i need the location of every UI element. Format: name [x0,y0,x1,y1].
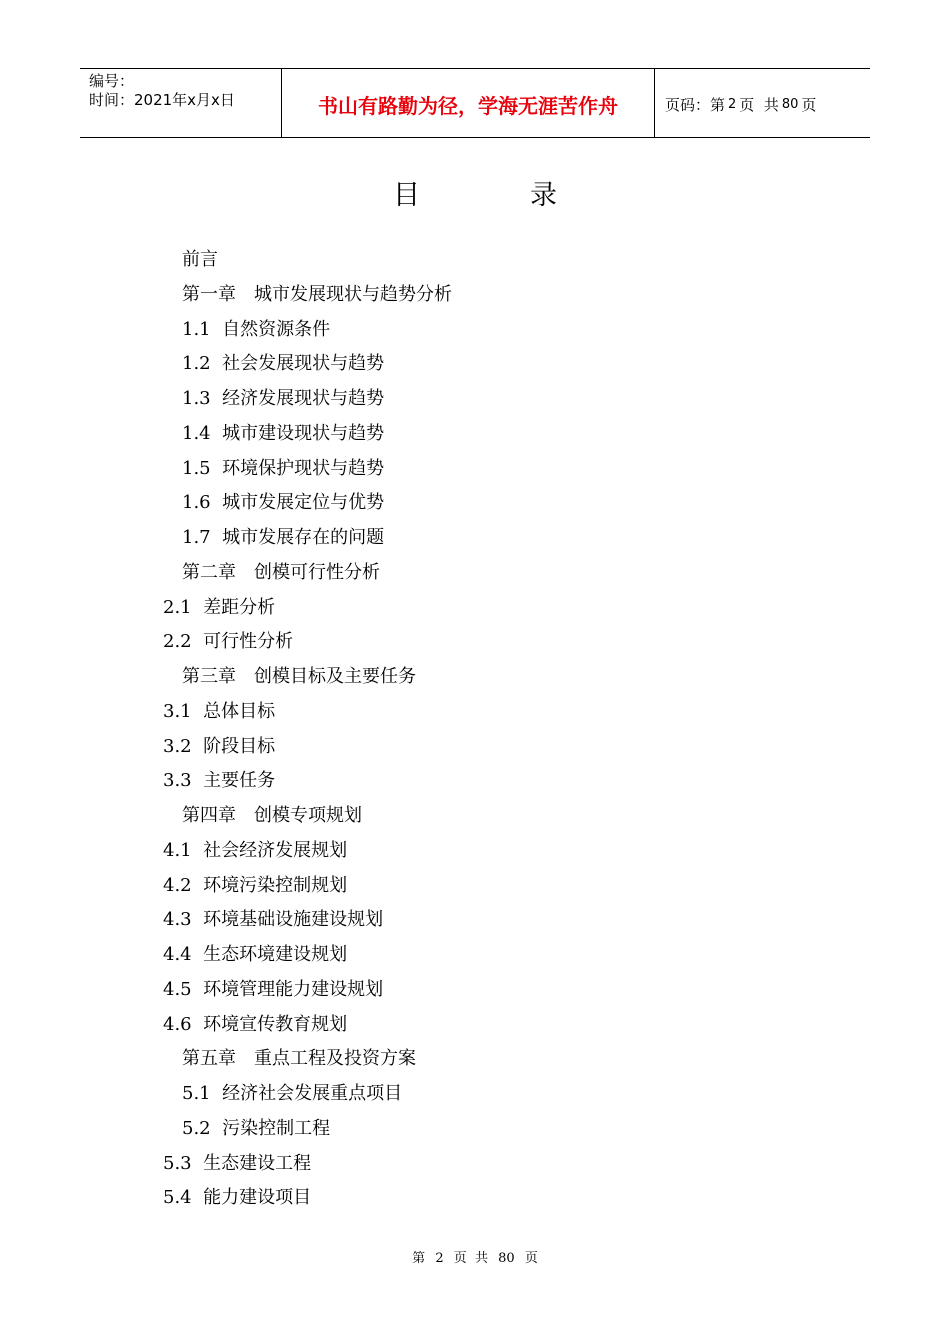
page-title [0,173,950,212]
title-char-1: 目 [393,180,420,211]
footer-pre: 第 [412,1251,426,1266]
toc-entry[interactable]: 2.2 可行性分析 [163,631,294,653]
toc-entry[interactable]: 第二章 创模可行性分析 [182,561,380,583]
header-time-label: 时间：2021年x月x日 [89,91,235,109]
toc-entry[interactable]: 1.4 城市建设现状与趋势 [182,422,385,444]
toc-entry[interactable]: 5.1 经济社会发展重点项目 [182,1083,403,1104]
footer-mid: 页 共 [453,1251,488,1266]
page-header [80,68,870,138]
toc-entry[interactable]: 1.1 自然资源条件 [182,318,331,340]
toc-entry[interactable]: 4.2 环境污染控制规划 [163,874,348,896]
toc-entry[interactable]: 1.5 环境保护现状与趋势 [182,457,385,479]
header-page-info [655,69,870,137]
toc-entry[interactable]: 4.3 环境基础设施建设规划 [163,909,384,931]
toc-entry[interactable]: 1.3 经济发展现状与趋势 [182,388,385,409]
toc-entry[interactable]: 4.4 生态环境建设规划 [163,944,348,965]
toc-entry[interactable]: 1.7 城市发展存在的问题 [182,527,385,548]
header-page-prefix: 页码：第 [665,95,726,114]
header-page-num: 2 [728,96,737,112]
footer-post: 页 [524,1251,538,1266]
footer-total: 80 [498,1251,515,1266]
toc-entry[interactable]: 4.5 环境管理能力建设规划 [163,978,384,1000]
toc-entry[interactable]: 3.1 总体目标 [163,700,276,722]
toc-entry[interactable]: 2.1 差距分析 [163,596,276,618]
toc-entry[interactable]: 第四章 创模专项规划 [182,805,362,826]
header-page-total: 80 [781,96,799,112]
toc-entry[interactable]: 4.1 社会经济发展规划 [163,839,348,861]
toc-entry[interactable]: 第五章 重点工程及投资方案 [182,1048,416,1070]
toc-entry[interactable]: 3.2 阶段目标 [163,735,276,757]
header-code-label: 编号： [89,72,135,90]
header-motto: 书山有路勤为径，学海无涯苦作舟 [282,69,655,137]
toc-entry[interactable]: 3.3 主要任务 [163,770,276,792]
toc-entry[interactable]: 前言 [182,249,218,270]
toc-entry[interactable]: 5.2 污染控制工程 [182,1117,331,1139]
toc-entry[interactable]: 1.6 城市发展定位与优势 [182,492,385,514]
toc-entry[interactable]: 1.2 社会发展现状与趋势 [182,353,385,375]
page-footer [0,1247,950,1266]
toc-entry[interactable]: 第一章 城市发展现状与趋势分析 [182,283,452,305]
footer-page: 2 [435,1251,444,1266]
header-page-suffix: 页 [801,95,817,114]
toc-entry[interactable]: 4.6 环境宣传教育规划 [163,1013,348,1035]
toc-entry[interactable]: 5.4 能力建设项目 [163,1187,312,1209]
title-char-2: 录 [530,180,557,211]
header-meta [80,69,282,137]
toc-entry[interactable]: 第三章 创模目标及主要任务 [182,666,416,687]
toc-entry[interactable]: 5.3 生态建设工程 [163,1152,312,1174]
header-page-mid: 页 共 [739,95,779,114]
